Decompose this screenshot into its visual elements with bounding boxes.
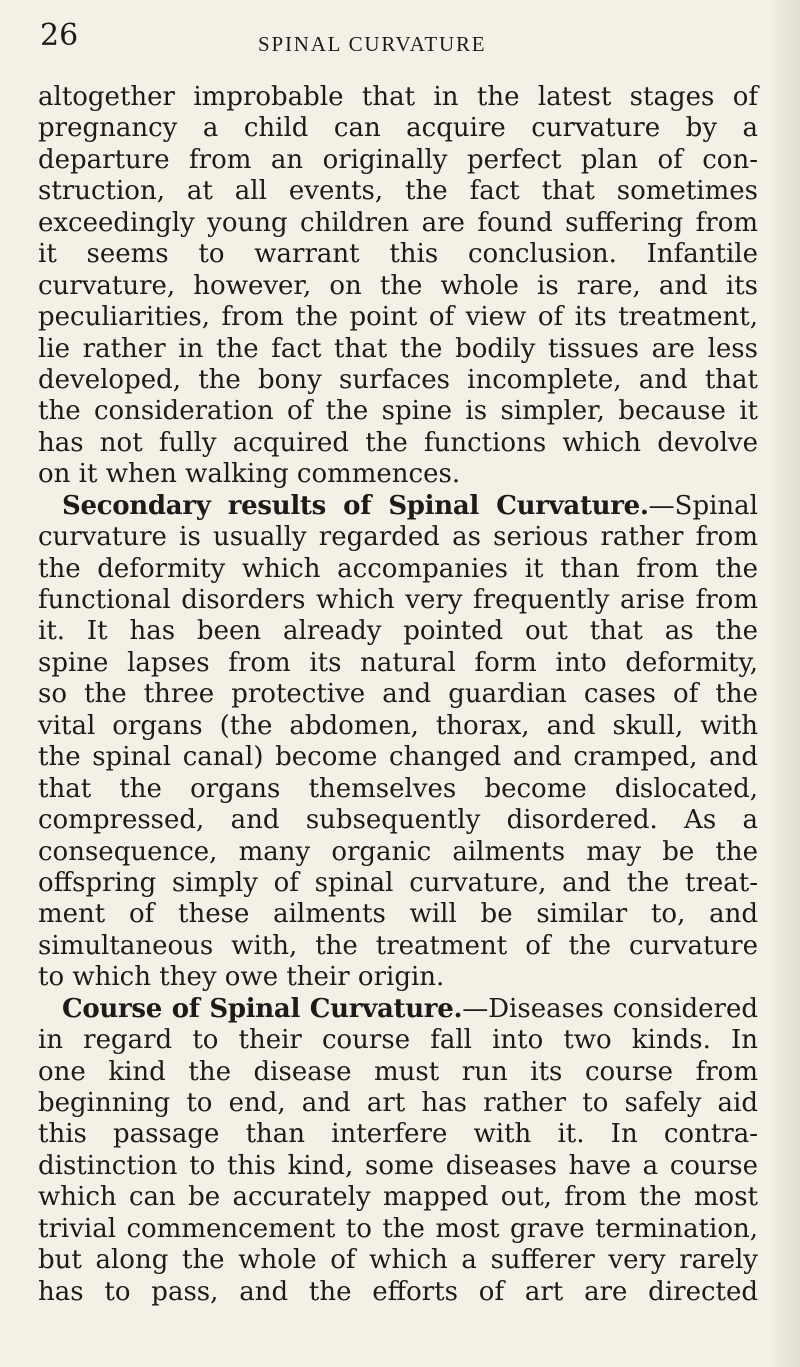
text-line: has not fully acquired the functions which devolve [38, 427, 758, 458]
text-line: curvature is usually regarded as serious rather from [38, 522, 758, 553]
page-header [40, 18, 752, 68]
text-line: this passage than interfere with it. In contra- [38, 1119, 758, 1150]
text-line: so the three protective and guardian cases of the [38, 679, 758, 710]
section-heading-secondary-results: Secondary results of Spinal Curvature. [62, 490, 649, 521]
text-line: lie rather in the fact that the bodily tissues are less [38, 333, 758, 364]
text-line: spine lapses from its natural form into deformity, [38, 647, 758, 678]
text-line: offspring simply of spinal curvature, and the treat- [38, 867, 758, 898]
text-line: on it when walking commences. [38, 459, 461, 490]
text-line: simultaneous with, the treatment of the curvature [38, 930, 758, 961]
section-heading-continuation: —Diseases considered [462, 993, 758, 1024]
body-text [38, 82, 758, 1308]
text-line: consequence, many organic ailments may be the [38, 836, 758, 867]
text-line: has to pass, and the efforts of art are directed [38, 1276, 758, 1307]
text-line: it seems to warrant this conclusion. Infantile [38, 239, 758, 270]
text-line: the consideration of the spine is simpler, because it [38, 396, 758, 427]
text-line: vital organs (the abdomen, thorax, and skull, with [38, 710, 758, 741]
text-line: functional disorders which very frequently arise from [38, 585, 758, 615]
text-line: the spinal canal) become changed and cramped, and [38, 742, 758, 773]
text-line: compressed, and subsequently disordered. As a [38, 805, 758, 836]
text-line: but along the whole of which a sufferer very rarely [38, 1245, 758, 1276]
text-line: distinction to this kind, some diseases have a course [38, 1150, 758, 1181]
text-line: trivial commencement to the most grave termination, [38, 1213, 758, 1244]
text-line: that the organs themselves become dislocated, [38, 773, 758, 804]
text-line: in regard to their course fall into two kinds. In [38, 1025, 758, 1056]
text-line: developed, the bony surfaces incomplete, and that [38, 364, 758, 395]
text-line: it. It has been already pointed out that as the [38, 616, 758, 647]
text-line: to which they owe their origin. [38, 962, 445, 993]
text-line: ment of these ailments will be similar to, and [38, 899, 758, 930]
section-heading-course: Course of Spinal Curvature. [62, 993, 463, 1024]
text-line: altogether improbable that in the latest stages of [38, 82, 758, 112]
page-number: 26 [40, 18, 79, 53]
text-line: curvature, however, on the whole is rare, and its [38, 270, 758, 301]
text-line: the deformity which accompanies it than from the [38, 553, 758, 584]
text-line: peculiarities, from the point of view of its treatment, [38, 302, 758, 333]
text-line: pregnancy a child can acquire curvature by a [38, 113, 758, 144]
running-head: SPINAL CURVATURE [258, 32, 487, 56]
text-line: struction, at all events, the fact that sometimes [38, 176, 758, 207]
text-line: beginning to end, and art has rather to safely aid [38, 1088, 758, 1118]
section-heading-line [38, 491, 758, 522]
text-line: one kind the disease must run its course from [38, 1056, 758, 1087]
text-line: which can be accurately mapped out, from the most [38, 1182, 758, 1213]
text-line: exceedingly young children are found suffering from [38, 207, 758, 238]
section-heading-continuation: —Spinal [648, 490, 758, 521]
text-line: departure from an originally perfect plan of con- [38, 144, 758, 175]
section-heading-line [38, 994, 758, 1025]
